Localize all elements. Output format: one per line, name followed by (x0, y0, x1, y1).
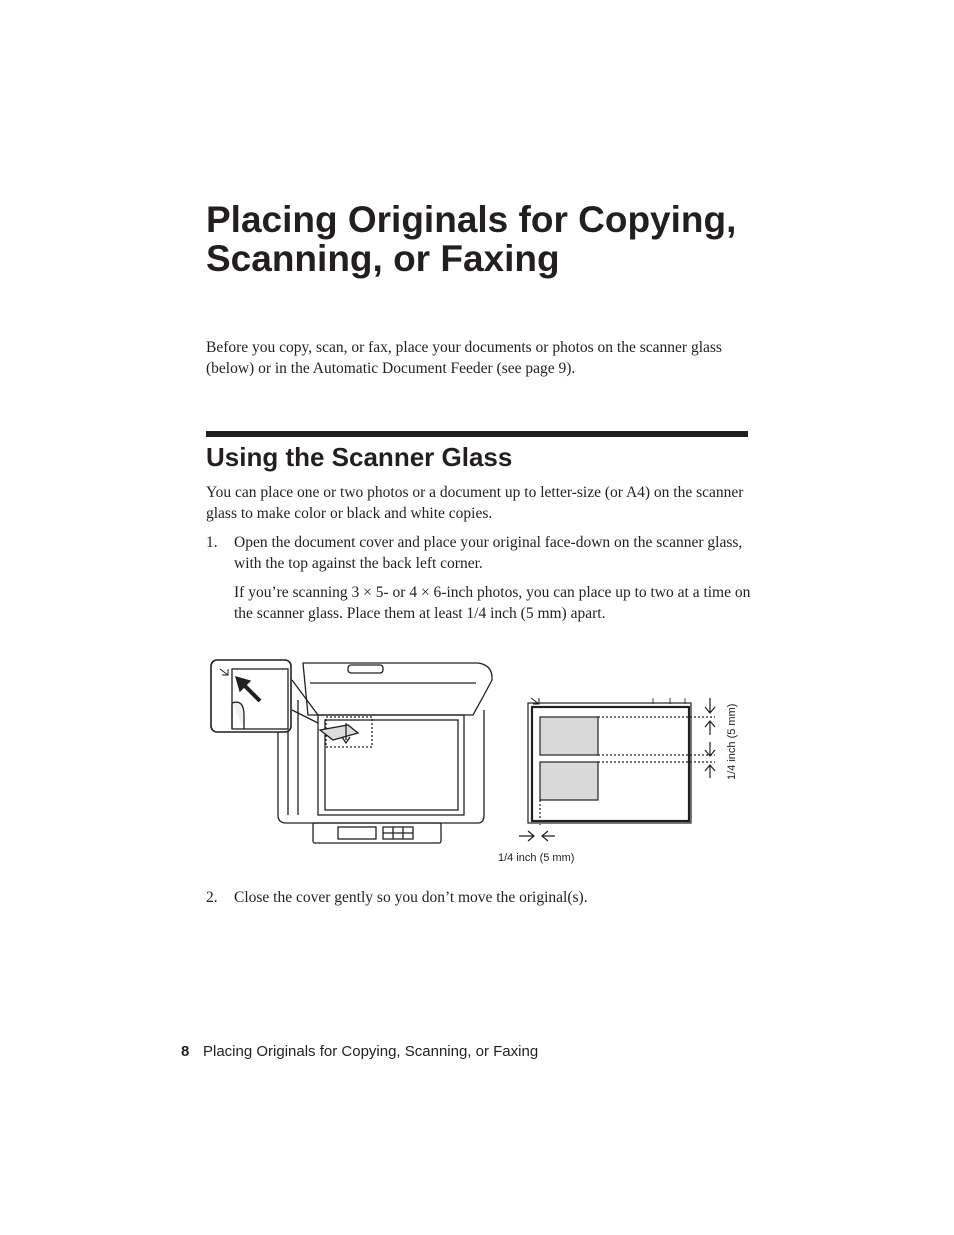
bottom-dimension-label: 1/4 inch (5 mm) (498, 852, 575, 864)
section-body: You can place one or two photos or a document up to letter-size (or A4) on the scanner glass to make color or black and white copies. (206, 484, 744, 522)
step-1-subtext: If you’re scanning 3 × 5- or 4 × 6-inch photos, you can place up to two at a time on the scanner glass. Place them at least 1/4 inch (5 mm) apart. (234, 584, 751, 622)
glass-photos-diagram (495, 690, 755, 870)
section-rule (206, 431, 748, 437)
footer-page-number: 8 (181, 1043, 190, 1060)
intro-paragraph: Before you copy, scan, or fax, place your documents or photos on the scanner glass (below) or in the Automatic Document Feeder (see page 9). (206, 339, 722, 377)
printer-illustration (208, 655, 498, 850)
footer-running-title: Placing Originals for Copying, Scanning, or Faxing (203, 1043, 539, 1060)
page-title: Placing Originals for Copying, Scanning, or Faxing (206, 199, 737, 279)
step-1-number: 1. (206, 534, 218, 551)
step-1-text: Open the document cover and place your original face-down on the scanner glass, with the top against the back left corner. (234, 534, 743, 572)
step-2-text: Close the cover gently so you don’t move the original(s). (234, 889, 588, 906)
step-2-number: 2. (206, 889, 218, 906)
section-title: Using the Scanner Glass (206, 442, 513, 472)
vertical-dimension-label: 1/4 inch (5 mm) (726, 703, 738, 780)
